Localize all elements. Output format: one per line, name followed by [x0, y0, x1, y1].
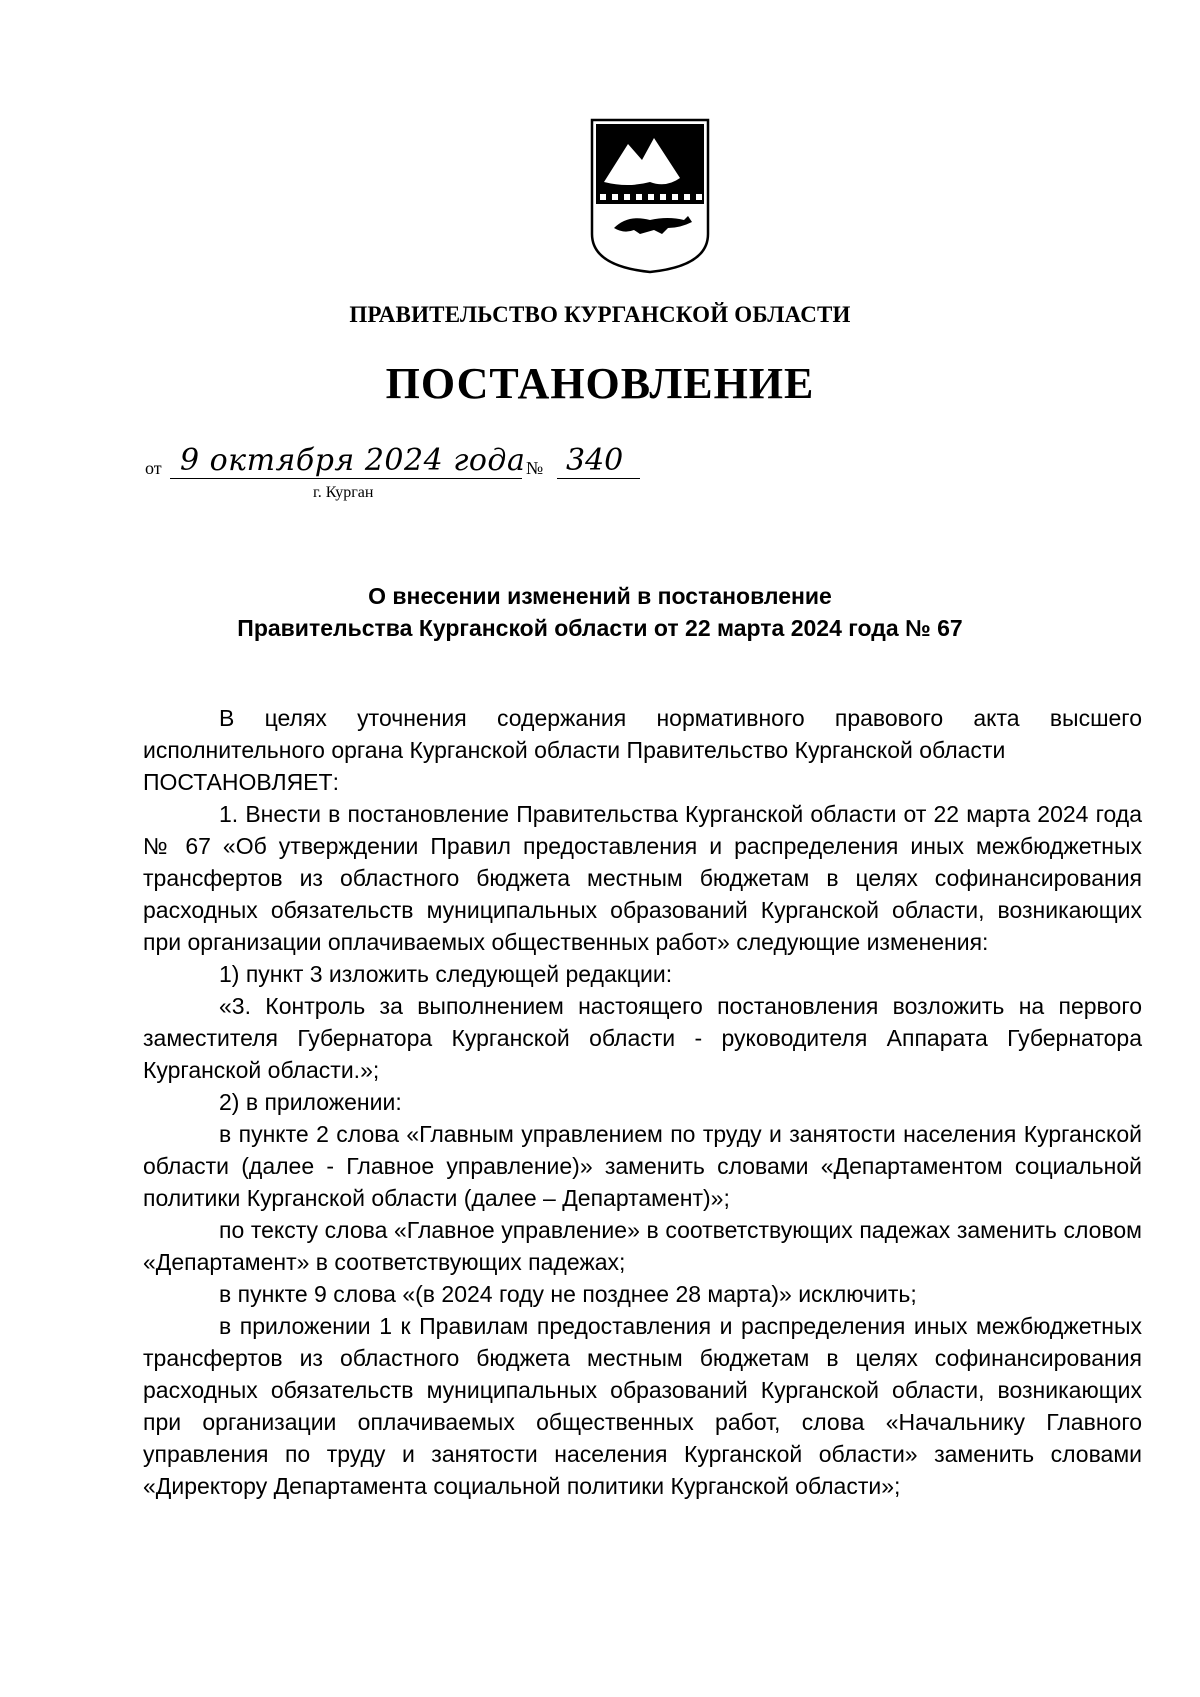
document-type: ПОСТАНОВЛЕНИЕ: [385, 359, 815, 408]
quoted-clause-3: «3. Контроль за выполнением настоящего постановления возложить на первого заместителя Губернатора Курганской области - руководителя Аппарата Губернатора Курганской области.»;: [143, 993, 1142, 1083]
sub-item-2: 2) в приложении:: [219, 1089, 402, 1115]
paragraph-point-2: в пункте 2 слова «Главным управлением по труду и занятости населения Курганской области (далее - Главное управление)» заменить словами «Департаментом социальной политики Курганской области (далее – Департамент)»;: [143, 1121, 1142, 1211]
subject-line-2: Правительства Курганской области от 22 марта 2024 года № 67: [237, 615, 963, 641]
sub-item-1: 1) пункт 3 изложить следующей редакции:: [219, 961, 673, 987]
handwritten-number: 340: [566, 443, 624, 478]
date-underline: [170, 478, 522, 479]
document-body: [143, 702, 1142, 1502]
handwritten-date: 9 октября 2024 года: [180, 443, 526, 478]
paragraph-appendix-1: в приложении 1 к Правилам предоставления и распределения иных межбюджетных трансфертов из областного бюджета местным бюджетам в целях софинансирования расходных обязательств муниципальных образований Курганской области, возникающих при организации оплачиваемых общественных работ, слова «Начальнику Главного управления по труду и занятости населения Курганской области» заменить словами «Директору Департамента социальной политики Курганской области»;: [143, 1313, 1142, 1499]
paragraph-text-replace: по тексту слова «Главное управление» в соответствующих падежах заменить словом «Департамент» в соответствующих падежах;: [143, 1217, 1142, 1275]
number-underline: [557, 478, 640, 479]
decree-word: ПОСТАНОВЛЯЕТ:: [143, 769, 339, 795]
coat-of-arms-emblem: [588, 116, 712, 274]
number-prefix: №: [526, 458, 544, 478]
paragraph-point-9: в пункте 9 слова «(в 2024 году не позднее 28 марта)» исключить;: [219, 1281, 917, 1307]
item-1-paragraph: 1. Внести в постановление Правительства Курганской области от 22 марта 2024 года № 67 «Об утверждении Правил предоставления и распределения иных межбюджетных трансфертов из областного бюджета местным бюджетам в целях софинансирования расходных обязательств муниципальных образований Курганской области, возникающих при организации оплачиваемых общественных работ» следующие изменения:: [143, 801, 1142, 955]
city-label: г. Курган: [313, 484, 374, 501]
document-subject: [0, 580, 1200, 644]
date-prefix: от: [145, 458, 162, 478]
subject-line-1: О внесении изменений в постановление: [368, 583, 832, 609]
preamble-paragraph: В целях уточнения содержания нормативного правового акта высшего исполнительного органа Курганской области Правительство Курганской области: [143, 705, 1142, 763]
authority-name: ПРАВИТЕЛЬСТВО КУРГАНСКОЙ ОБЛАСТИ: [349, 302, 851, 327]
